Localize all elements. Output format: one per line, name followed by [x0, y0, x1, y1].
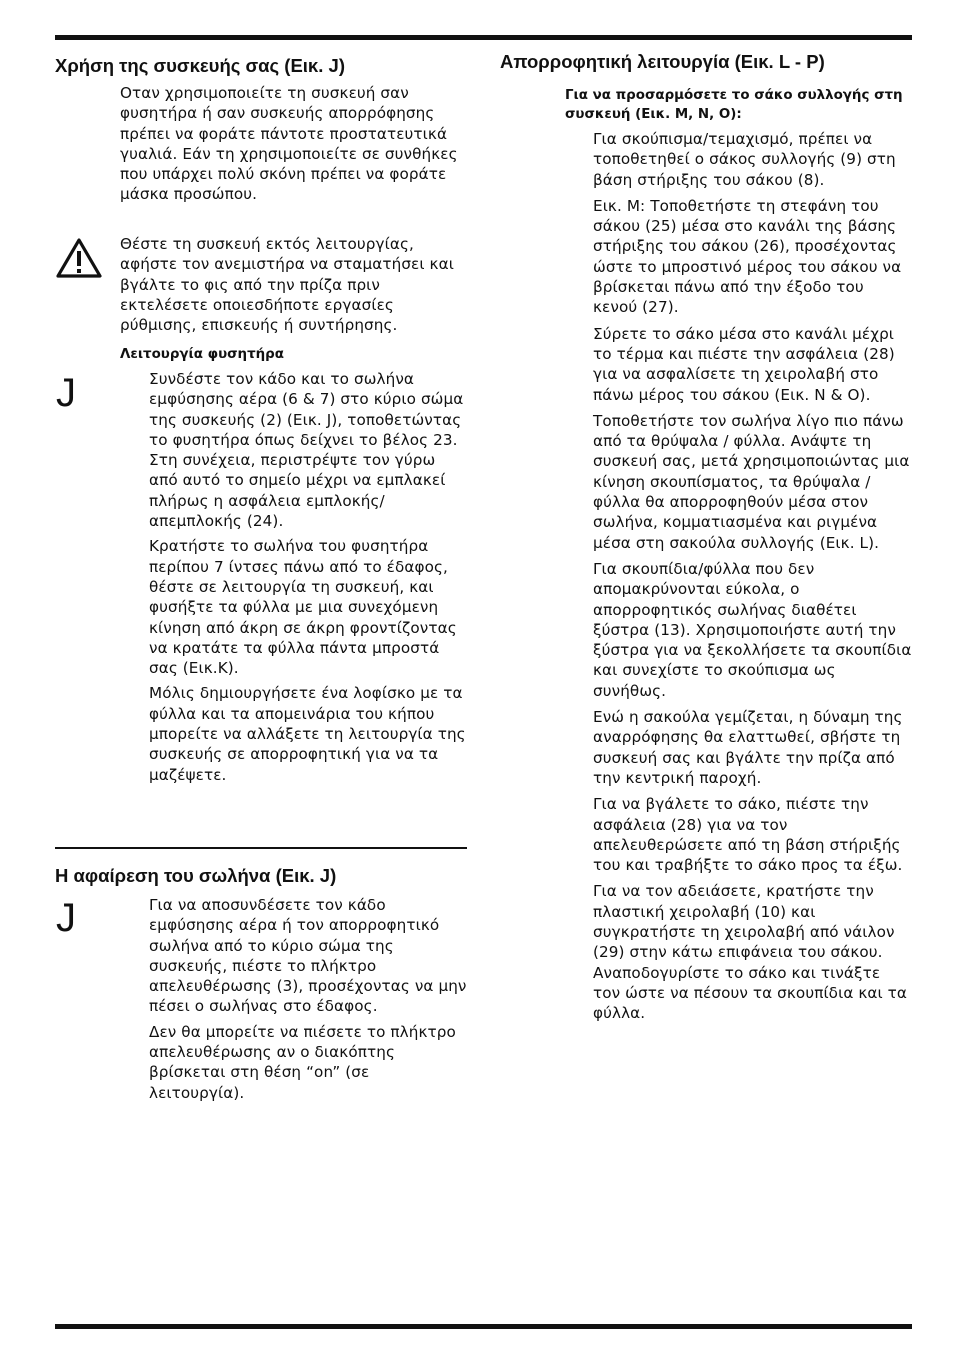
paragraph: Μόλις δημιουργήσετε ένα λοφίσκο με τα φύλλα και τα απομεινάρια του κήπου μπορείτε να αλλάξετε τη λειτουργία της συσκευής σε απορροφητική για να τα μαζέψετε. [149, 684, 466, 784]
paragraph: Δεν θα μπορείτε να πιέσετε το πλήκτρο απελευθέρωσης αν ο διακόπτης βρίσκεται στη θέση “on” (σε λειτουργία). [149, 1022, 456, 1102]
paragraph: Για σκούπισμα/τεμαχισμό, πρέπει να τοποθετηθεί ο σάκος συλλογής (9) στη βάση στήριξης του σάκου (8). [593, 130, 896, 189]
section-divider [55, 847, 467, 849]
blower-instructions [149, 369, 467, 785]
figure-letter-j: J [56, 896, 76, 940]
paragraph: Για σκουπίδια/φύλλα που δεν απομακρύνονται εύκολα, ο απορροφητικός σωλήνας διαθέτει ξύστρα (13). Χρησιμοποιήστε αυτή την ξύστρα για να ξεκολλήσετε τα σκουπίδια και συνεχίστε το σκούπισμα ως συνήθως. [593, 559, 912, 700]
subheading-blower-mode: Λειτουργία φυσητήρα [120, 347, 284, 362]
paragraph: Για να βγάλετε το σάκο, πιέστε την ασφάλεια (28) για να τον απελευθερώσετε από τη βάση στήριξής του και τραβήξτε το σάκο προς τα έξω. [593, 795, 903, 875]
section-title-vacuum-mode: Απορροφητική λειτουργία (Εικ. L - P) [500, 51, 825, 72]
paragraph: Κρατήστε το σωλήνα του φυσητήρα περίπου 7 ίντσες πάνω από το έδαφος, θέστε σε λειτουργία τη συσκευή, και φυσήξτε τα φύλλα με μια συνεχόμενη κίνηση από άκρη σε άκρη φροντίζοντας να κρατάτε τα φύλλα πάντα μπροστά σας (Εικ.K). [149, 537, 457, 678]
paragraph: Οταν χρησιμοποιείτε τη συσκευή σαν φυσητήρα ή σαν συσκευής απορρόφησης πρέπει να φοράτε πάντοτε προστατευτικά γυαλιά. Εάν τη χρησιμοποιείτε σε συνθήκες που υπάρχει πολύ σκόνη πρέπει να φοράτε μάσκα προσώπου. [120, 84, 458, 204]
section-title-usage: Χρήση της συσκευής σας (Εικ. J) [55, 55, 345, 76]
paragraph: Σύρετε το σάκο μέσα στο κανάλι μέχρι το τέρμα και πιέστε την ασφάλεια (28) για να ασφαλίσετε τη χειρολαβή στο πάνω μέρος του σάκου (Εικ. N & O). [593, 324, 895, 404]
paragraph: Ενώ η σακούλα γεμίζεται, η δύναμη της αναρρόφησης θα ελαττωθεί, σβήστε τη συσκευή σας και βγάλτε την πρίζα από την κεντρική παροχή. [593, 708, 903, 787]
paragraph: Τοποθετήστε τον σωλήνα λίγο πιο πάνω από τα θρύψαλα / φύλλα. Ανάψτε τη συσκευή σας, μετά χρησιμοποιώντας μια κίνηση σκουπίσματος, τα θρύψαλα / φύλλα θα απορροφηθούν μέσα στον σωλήνα, κομματιασμένα και ριγμένα μέσα στη σακούλα συλλογής (Εικ. L). [593, 411, 910, 552]
warning-paragraph [120, 234, 467, 335]
vacuum-instructions [593, 129, 912, 1023]
safety-paragraph [120, 83, 467, 205]
hose-removal-instructions [149, 895, 467, 1103]
subheading-bag-fitting: Για να προσαρμόσετε το σάκο συλλογής στη συσκευή (Εικ. M, N, O): [565, 88, 903, 122]
paragraph: Συνδέστε τον κάδο και το σωλήνα εμφύσησης αέρα (6 & 7) στο κύριο σώμα της συσκευής (2) (Εικ. J), τοποθετώντας το φυσητήρα όπως δείχνει το βέλος 23. Στη συνέχεια, περιστρέψτε τον γύρω από αυτό το σημείο μέχρι να εμπλακεί πλήρως η ασφάλεια εμπλοκής/απεμπλοκής (24). [149, 370, 464, 531]
paragraph: Για να τον αδειάσετε, κρατήστε την πλαστική χειρολαβή (10) και συγκρατήστε τη χειρολαβή από νάιλον (29) στην κάτω επιφάνεια του σάκου. Αναποδογυρίστε το σάκο και τινάξτε τον ώστε να πέσουν τα σκουπίδια και τα φύλλα. [593, 882, 908, 1023]
section-title-hose-removal: Η αφαίρεση του σωλήνα (Εικ. J) [55, 865, 337, 886]
warning-icon [56, 237, 102, 284]
figure-letter-j: J [56, 371, 76, 415]
paragraph: Θέστε τη συσκευή εκτός λειτουργίας, αφήστε τον ανεμιστήρα να σταματήσει και βγάλτε το φις από την πρίζα πριν εκτελέσετε οποιεσδήποτε εργασίες ρύθμισης, επισκευής ή συντήρησης. [120, 235, 454, 335]
paragraph: Για να αποσυνδέσετε τον κάδο εμφύσησης αέρα ή τον απορροφητικό σωλήνα από το κύριο σώμα της συσκευής, πιέστε το πλήκτρο απελευθέρωσης (3), προσέχοντας να μην πέσει ο σωλήνας στο έδαφος. [149, 896, 467, 1016]
top-rule [55, 35, 912, 40]
paragraph: Εικ. M: Τοποθετήστε τη στεφάνη του σάκου (25) μέσα στο κανάλι της βάσης στήριξης του σάκου (26), προσέχοντας ώστε το μπροστινό μέρος του σάκου να βρίσκεται πάνω από την έξοδο του κενού (27). [593, 196, 902, 317]
bottom-rule [55, 1324, 912, 1329]
